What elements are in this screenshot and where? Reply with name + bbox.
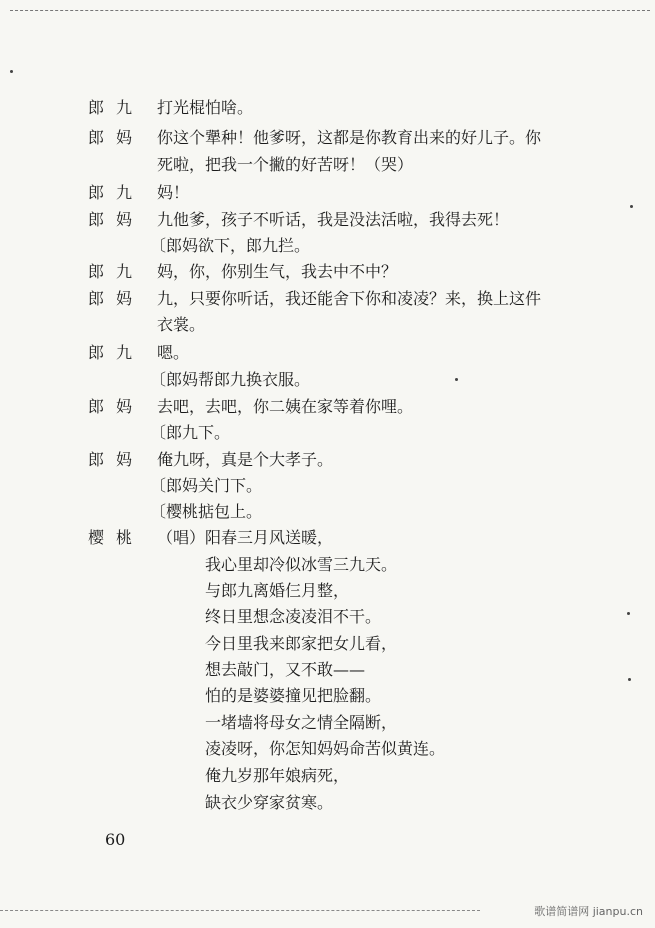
- stage-direction: 〔郎九下。: [150, 423, 231, 442]
- speaker-label: 樱桃: [88, 528, 145, 547]
- verse-line: 怕的是婆婆撞见把脸翻。: [205, 686, 382, 705]
- dialogue-text: 嗯。: [157, 343, 190, 362]
- speaker-label: 郎妈: [88, 210, 145, 229]
- page-number: 60: [105, 830, 126, 849]
- dialogue-text: 你这个犟种！他爹呀，这都是你教育出来的好儿子。你: [157, 128, 542, 147]
- speaker-label: 郎妈: [88, 128, 145, 147]
- verse-line: 想去敲门，又不敢——: [205, 660, 366, 679]
- dialogue-text: 九他爹，孩子不听话，我是没法活啦，我得去死！: [157, 210, 510, 229]
- verse-line: 我心里却冷似冰雪三九天。: [205, 555, 398, 574]
- dialogue-text: 俺九呀，真是个大孝子。: [157, 450, 334, 469]
- scan-speck: [627, 612, 630, 615]
- speaker-label: 郎妈: [88, 450, 145, 469]
- scan-speck: [628, 678, 631, 681]
- verse-line: 与郎九离婚仨月整，: [205, 581, 350, 600]
- speaker-label: 郎九: [88, 98, 145, 117]
- scan-speck: [10, 70, 13, 73]
- dialogue-text: 妈，你，你别生气，我去中不中？: [157, 262, 398, 281]
- stage-direction: 〔郎妈欲下，郎九拦。: [150, 236, 311, 255]
- stage-direction: 〔郎妈帮郎九换衣服。: [150, 370, 311, 389]
- speaker-label: 郎妈: [88, 397, 145, 416]
- stage-direction: 〔郎妈关门下。: [150, 476, 263, 495]
- verse-line: 今日里我来郎家把女儿看，: [205, 634, 398, 653]
- verse-line: 缺衣少穿家贫寒。: [205, 793, 334, 812]
- verse-line: 终日里想念凌凌泪不干。: [205, 607, 382, 626]
- speaker-label: 郎九: [88, 343, 145, 362]
- dialogue-text: 死啦，把我一个撇的好苦呀！（哭）: [157, 155, 414, 174]
- speaker-label: 郎九: [88, 262, 145, 281]
- stage-direction: 〔樱桃掂包上。: [150, 502, 263, 521]
- bottom-border-line: [0, 910, 480, 911]
- verse-line: 一堵墙将母女之情全隔断，: [205, 713, 398, 732]
- verse-line: 俺九岁那年娘病死，: [205, 766, 350, 785]
- dialogue-text: 九，只要你听话，我还能舍下你和凌凌？来，换上这件: [157, 289, 542, 308]
- watermark: 歌谱简谱网 jianpu.cn: [534, 905, 643, 918]
- scan-speck: [455, 378, 458, 381]
- dialogue-text: （唱）阳春三月风送暖，: [157, 528, 334, 547]
- scan-speck: [630, 205, 633, 208]
- dialogue-text: 妈！: [157, 183, 190, 202]
- speaker-label: 郎妈: [88, 289, 145, 308]
- top-border-line: [10, 10, 650, 11]
- dialogue-text: 打光棍怕啥。: [157, 98, 254, 117]
- verse-line: 凌凌呀，你怎知妈妈命苦似黄连。: [205, 739, 446, 758]
- dialogue-text: 去吧，去吧，你二姨在家等着你哩。: [157, 397, 414, 416]
- speaker-label: 郎九: [88, 183, 145, 202]
- dialogue-text: 衣裳。: [157, 315, 206, 334]
